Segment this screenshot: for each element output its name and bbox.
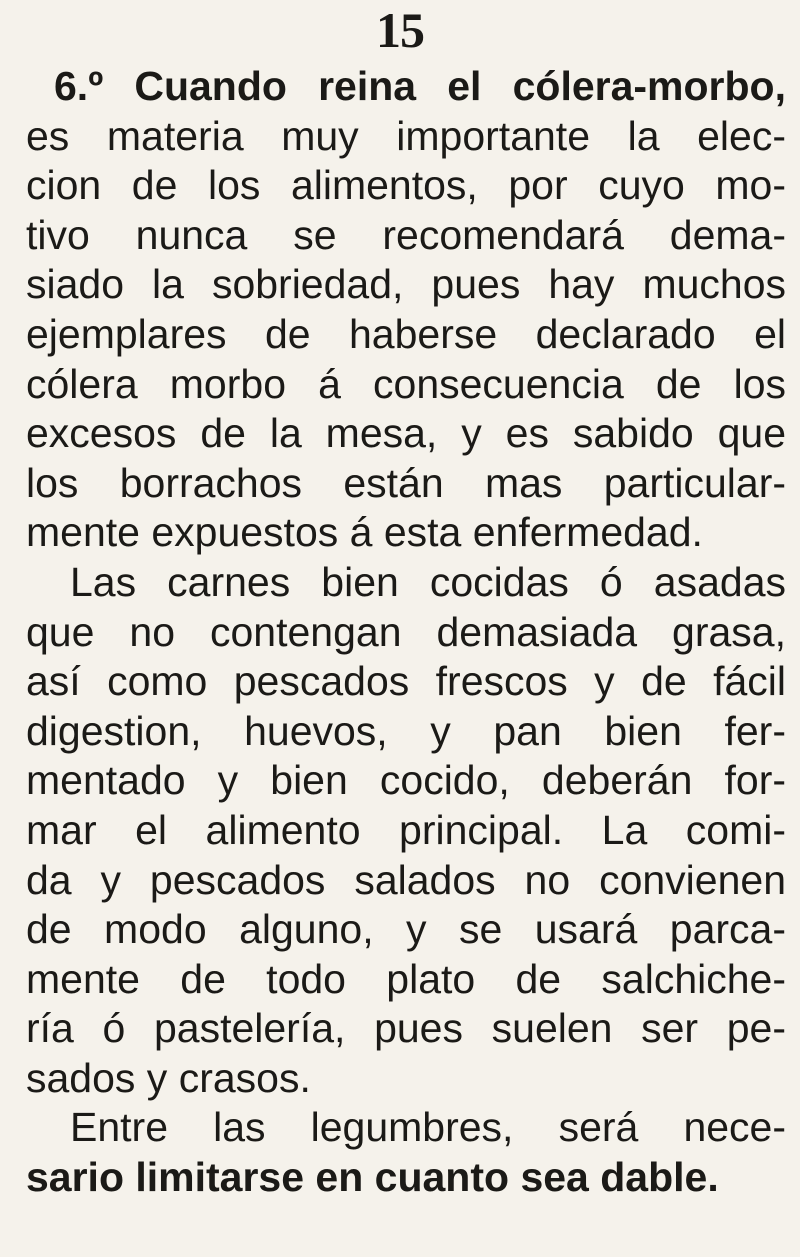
text-line: digestion, huevos, y pan bien fer- bbox=[26, 707, 786, 754]
text-line: siado la sobriedad, pues hay muchos bbox=[26, 261, 786, 308]
text-line: es materia muy importante la elec- bbox=[26, 112, 786, 159]
text-line: cólera morbo á consecuencia de los bbox=[26, 360, 786, 407]
text-line: da y pescados salados no convienen bbox=[26, 856, 786, 903]
text-line: cion de los alimentos, por cuyo mo- bbox=[26, 162, 786, 209]
page-number: 15 bbox=[376, 2, 424, 58]
text-line: sados y crasos. bbox=[26, 1054, 311, 1101]
text-line: ría ó pastelería, pues suelen ser pe- bbox=[26, 1005, 786, 1052]
text-line: mente de todo plato de salchiche- bbox=[26, 955, 786, 1002]
text-line: sario limitarse en cuanto sea dable. bbox=[26, 1154, 719, 1201]
text-line: Las carnes bien cocidas ó asadas bbox=[70, 558, 786, 605]
text-line: mentado y bien cocido, deberán for- bbox=[26, 757, 786, 804]
text-line: excesos de la mesa, y es sabido que bbox=[26, 410, 786, 457]
text-line: Entre las legumbres, será nece- bbox=[70, 1104, 786, 1151]
text-line: que no contengan demasiada grasa, bbox=[26, 608, 786, 655]
text-line: así como pescados frescos y de fácil bbox=[26, 658, 786, 705]
text-line: ejemplares de haberse declarado el bbox=[26, 310, 786, 357]
text-line: mente expuestos á esta enfermedad. bbox=[26, 509, 703, 556]
body-text bbox=[26, 62, 786, 1203]
text-line: mar el alimento principal. La comi- bbox=[26, 806, 786, 853]
text-line: tivo nunca se recomendará dema- bbox=[26, 211, 786, 258]
text-line: los borrachos están mas particular- bbox=[26, 459, 786, 506]
text-line: 6.º Cuando reina el cólera-morbo, bbox=[54, 63, 786, 109]
text-line: de modo alguno, y se usará parca- bbox=[26, 906, 786, 953]
